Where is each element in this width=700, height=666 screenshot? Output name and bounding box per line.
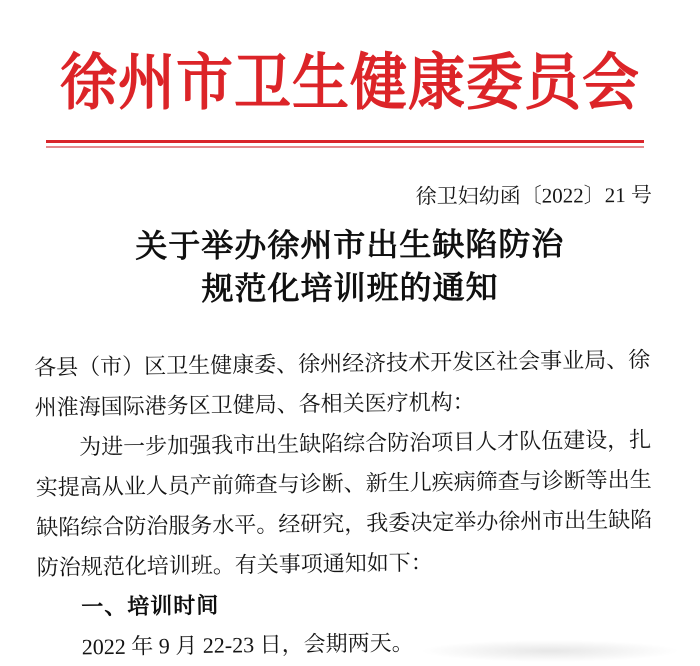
divider-thin-rule (46, 146, 644, 148)
paragraph-line: 为进一步加强我市出生缺陷综合防治项目人才队伍建设，扎 (79, 426, 652, 460)
salutation-line: 州淮海国际港务区卫健局、各相关医疗机构： (34, 389, 475, 421)
paragraph-line: 防治规范化培训班。有关事项通知如下： (36, 549, 433, 580)
section-heading-training-time: 一、培训时间 (81, 592, 220, 620)
document-title-line-1: 关于举办徐州市出生缺陷防治 (135, 225, 565, 265)
salutation-line: 各县（市）区卫生健康委、徐州经济技术开发区社会事业局、徐 (33, 346, 651, 381)
letterhead-org-title: 徐州市卫生健康委员会 (60, 49, 640, 118)
paragraph-line: 缺陷综合防治服务水平。经研究，我委决定举办徐州市出生缺陷 (36, 506, 653, 540)
document-title (0, 222, 700, 312)
document-title-line-2: 规范化培训班的通知 (201, 269, 499, 307)
training-date-line: 2022 年 9 月 22-23 日，会期两天。 (81, 630, 414, 660)
document-body (34, 340, 676, 666)
divider-thick-rule (46, 140, 644, 143)
document-reference-number: 徐卫妇幼函〔2022〕21 号 (415, 182, 653, 209)
letterhead-divider (46, 140, 644, 148)
paragraph-line: 实提高从业人员产前筛查与诊断、新生儿疾病筛查与诊断等出生 (35, 466, 652, 501)
